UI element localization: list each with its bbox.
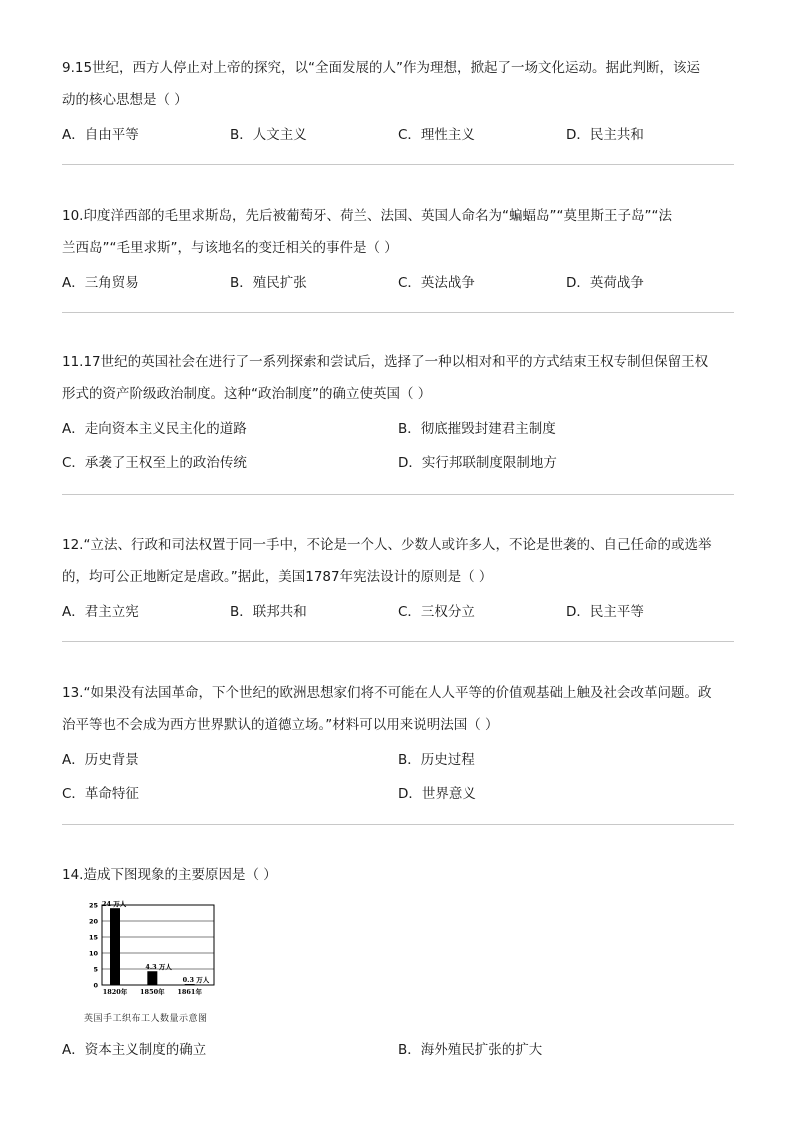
y-tick-label: 0 xyxy=(93,981,98,990)
question-stem: 10.印度洋西部的毛里求斯岛，先后被葡萄牙、荷兰、法国、英国人命名为“蝙蝠岛”“莫里斯王子岛”“法 xyxy=(62,208,672,224)
option-a[interactable]: A．历史背景 xyxy=(62,752,139,768)
option-c[interactable]: C．承袭了王权至上的政治传统 xyxy=(62,455,247,471)
options-row xyxy=(62,775,734,809)
question-stem: 9.15世纪，西方人停止对上帝的探究，以“全面发展的人”作为理想，掀起了一场文化运动。据此判断，该运 xyxy=(62,60,701,76)
option-c[interactable]: C．理性主义 xyxy=(398,127,475,143)
option-a[interactable]: A．三角贸易 xyxy=(62,275,139,291)
x-tick-label: 1820年 xyxy=(102,988,128,996)
bar xyxy=(110,908,120,985)
x-tick-label: 1861年 xyxy=(177,988,202,996)
question-stem: 治平等也不会成为西方世界默认的道德立场。”材料可以用来说明法国（ ） xyxy=(62,717,499,733)
question-stem: 兰西岛”“毛里求斯”，与该地名的变迁相关的事件是（ ） xyxy=(62,240,398,256)
option-d[interactable]: D．民主共和 xyxy=(566,127,644,143)
question-stem: 11.17世纪的英国社会在进行了一系列探索和尝试后，选择了一种以相对和平的方式结束王权专制但保留王权 xyxy=(62,354,709,370)
option-a[interactable]: A．资本主义制度的确立 xyxy=(62,1042,207,1058)
question-stem: 13.“如果没有法国革命，下个世纪的欧洲思想家们将不可能在人人平等的价值观基础上触及社会改革问题。政 xyxy=(62,685,712,701)
y-tick-label: 25 xyxy=(88,901,98,910)
options-row xyxy=(62,444,734,478)
bar xyxy=(147,971,157,985)
options-row xyxy=(62,741,734,775)
options-row xyxy=(62,264,734,298)
question-14 xyxy=(62,859,734,891)
divider xyxy=(62,312,734,313)
option-d[interactable]: D．英荷战争 xyxy=(566,275,644,291)
question-stem: 14.造成下图现象的主要原因是（ ） xyxy=(62,867,277,883)
options-row xyxy=(62,410,734,444)
x-tick-label: 1850年 xyxy=(140,988,165,996)
option-a[interactable]: A．君主立宪 xyxy=(62,604,139,620)
option-c[interactable]: C．革命特征 xyxy=(62,786,139,802)
y-tick-label: 15 xyxy=(88,933,98,942)
option-c[interactable]: C．英法战争 xyxy=(398,275,475,291)
question-11 xyxy=(62,346,734,478)
option-d[interactable]: D．民主平等 xyxy=(566,604,644,620)
bar-chart-svg xyxy=(84,893,234,1005)
option-a[interactable]: A．自由平等 xyxy=(62,127,139,143)
y-tick-label: 20 xyxy=(88,917,98,926)
divider xyxy=(62,824,734,825)
bar xyxy=(185,984,195,985)
options-row xyxy=(62,1031,734,1065)
option-c[interactable]: C．三权分立 xyxy=(398,604,475,620)
divider xyxy=(62,641,734,642)
option-a[interactable]: A．走向资本主义民主化的道路 xyxy=(62,421,247,437)
option-b[interactable]: B．联邦共和 xyxy=(230,604,307,620)
option-b[interactable]: B．历史过程 xyxy=(398,752,475,768)
question-stem: 形式的资产阶级政治制度。这种“政治制度”的确立使英国（ ） xyxy=(62,386,432,402)
data-label: 0.3 万人 xyxy=(182,976,210,985)
option-b[interactable]: B．殖民扩张 xyxy=(230,275,307,291)
data-label: 24 万人 xyxy=(102,900,127,909)
options-row xyxy=(62,593,734,627)
question-stem: 12.“立法、行政和司法权置于同一手中，不论是一个人、少数人或许多人，不论是世袭的、自己任命的或选举 xyxy=(62,537,712,553)
y-tick-label: 10 xyxy=(88,949,98,958)
option-b[interactable]: B．人文主义 xyxy=(230,127,307,143)
question-9 xyxy=(62,52,734,150)
question-10 xyxy=(62,200,734,298)
options-row xyxy=(62,116,734,150)
y-tick-label: 5 xyxy=(93,965,98,974)
option-d[interactable]: D．世界意义 xyxy=(398,786,476,802)
chart-caption: 英国手工织布工人数量示意图 xyxy=(84,1014,208,1024)
question-12 xyxy=(62,529,734,627)
question-13 xyxy=(62,677,734,809)
question-stem: 动的核心思想是（ ） xyxy=(62,92,188,108)
bar-chart xyxy=(84,893,234,1033)
question-stem: 的，均可公正地断定是虐政。”据此，美国1787年宪法设计的原则是（ ） xyxy=(62,569,493,585)
option-d[interactable]: D．实行邦联制度限制地方 xyxy=(398,455,557,471)
option-b[interactable]: B．彻底摧毁封建君主制度 xyxy=(398,421,556,437)
option-b[interactable]: B．海外殖民扩张的扩大 xyxy=(398,1042,543,1058)
divider xyxy=(62,164,734,165)
question-14-options xyxy=(62,1031,734,1065)
data-label: 4.3 万人 xyxy=(145,963,172,972)
divider xyxy=(62,494,734,495)
